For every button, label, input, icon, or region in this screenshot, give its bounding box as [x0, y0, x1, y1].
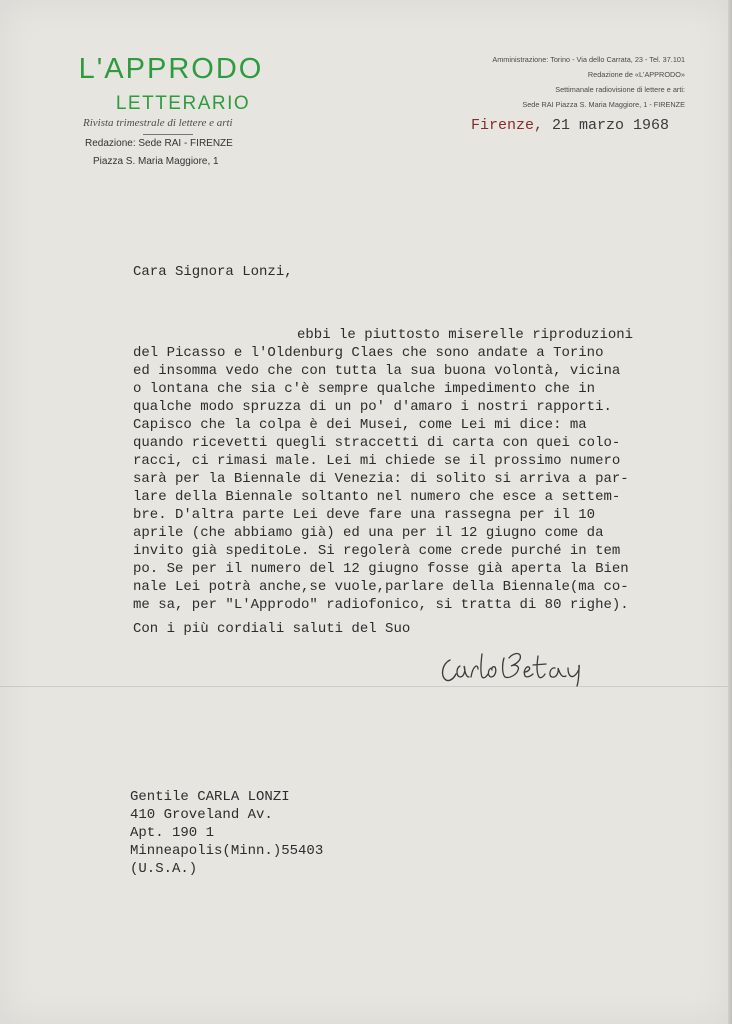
address-line: (U.S.A.): [130, 861, 198, 877]
body-line: ed insomma vedo che con tutta la sua buona volontà, vicina: [133, 363, 621, 379]
admin-line: Settimanale radiovisione di lettere e arti:: [555, 85, 685, 94]
body-line: sarà per la Biennale di Venezia: di solito si arriva a par-: [133, 471, 629, 487]
address-line: Apt. 190 1: [130, 825, 215, 841]
letterhead-address: Piazza S. Maria Maggiore, 1: [93, 156, 219, 167]
date-text: 21 marzo 1968: [543, 117, 670, 134]
letter-date: [471, 118, 669, 133]
letterhead-divider: [143, 134, 193, 135]
body-line: bre. D'altra parte Lei deve fare una rassegna per il 10: [133, 507, 596, 523]
paper-edge: [728, 0, 732, 1024]
letterhead-redazione: Redazione: Sede RAI - FIRENZE: [85, 138, 233, 149]
admin-line: Redazione de «L'APPRODO»: [587, 70, 685, 79]
body-line: Capisco che la colpa è dei Musei, come Lei mi dice: ma: [133, 417, 587, 433]
body-line: quando ricevetti quegli straccetti di carta con quei colo-: [133, 435, 621, 451]
letterhead-subtitle: LETTERARIO: [115, 93, 251, 114]
body-line: aprile (che abbiamo già) ed una per il 12 giugno come da: [133, 525, 604, 541]
address-line: Gentile CARLA LONZI: [130, 789, 290, 805]
body-line: o lontana che sia c'è sempre qualche impedimento che in: [133, 381, 596, 397]
closing-line: Con i più cordiali saluti del Suo: [133, 621, 411, 637]
body-line: qualche modo spruzza di un po' d'amaro i nostri rapporti.: [133, 399, 612, 415]
body-line: me sa, per "L'Approdo" radiofonico, si tratta di 80 righe).: [133, 597, 629, 613]
handwritten-signature: [438, 646, 598, 688]
admin-line: Sede RAI Piazza S. Maria Maggiore, 1 - FIRENZE: [522, 100, 685, 109]
letterhead-title: L'APPRODO: [78, 53, 264, 85]
body-line: del Picasso e l'Oldenburg Claes che sono andate a Torino: [133, 345, 604, 361]
date-city: Firenze,: [471, 117, 544, 134]
body-line: nale Lei potrà anche,se vuole,parlare della Biennale(ma co-: [133, 579, 629, 595]
admin-line: Amministrazione: Torino - Via dello Carrata, 23 - Tel. 37.101: [492, 55, 685, 64]
body-line: racci, ci rimasi male. Lei mi chiede se il prossimo numero: [133, 453, 621, 469]
body-line: po. Se per il numero del 12 giugno fosse già aperta la Bien: [133, 561, 629, 577]
body-line: ebbi le piuttosto miserelle riproduzioni: [297, 327, 634, 343]
address-line: Minneapolis(Minn.)55403: [130, 843, 324, 859]
salutation: Cara Signora Lonzi,: [133, 264, 293, 280]
letterhead-tagline: Rivista trimestrale di lettere e arti: [83, 117, 233, 129]
address-line: 410 Groveland Av.: [130, 807, 273, 823]
body-line: lare della Biennale soltanto nel numero che esce a settem-: [133, 489, 621, 505]
body-line: invito già speditoLe. Si regolerà come crede purché in tem: [133, 543, 621, 559]
paper-fold-line: [0, 686, 732, 687]
